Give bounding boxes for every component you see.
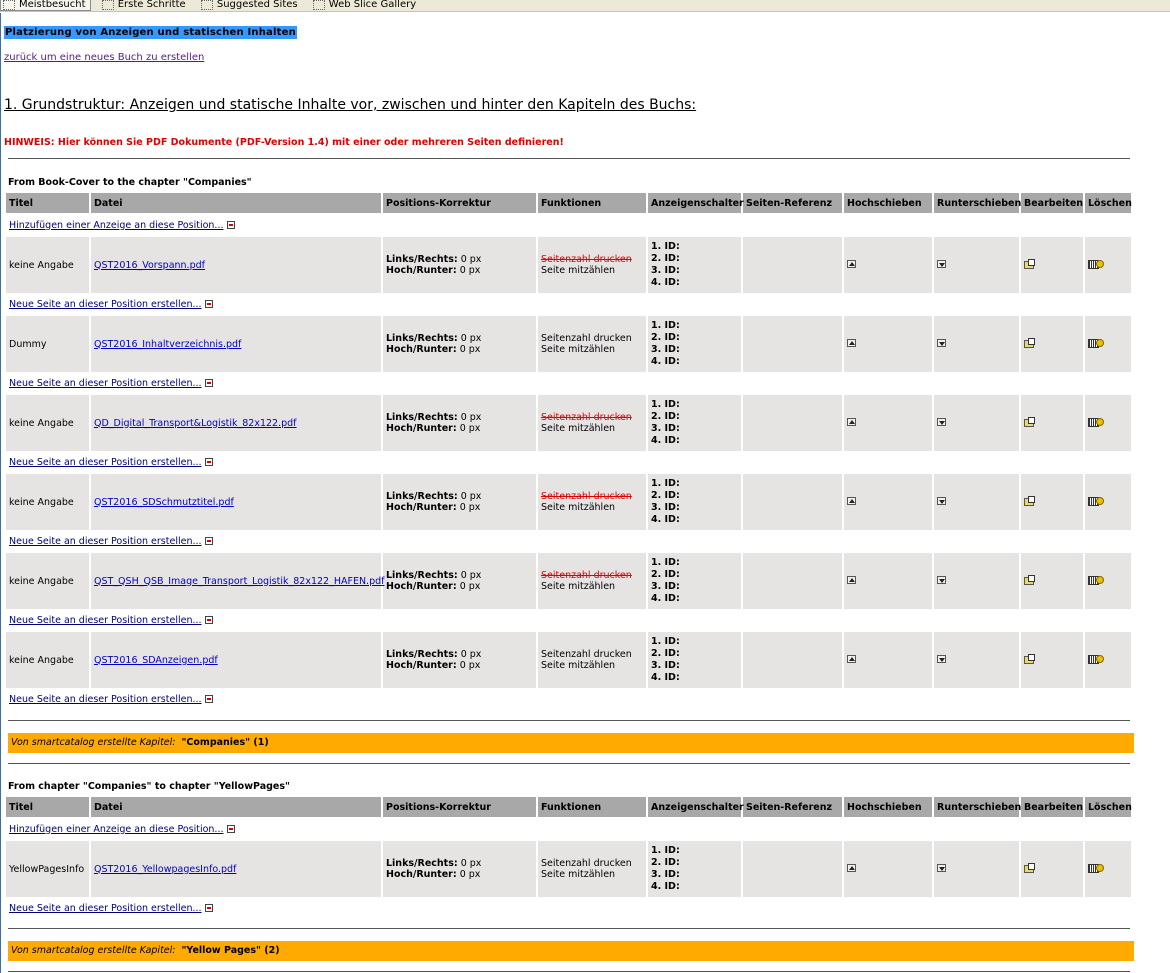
count-pages-toggle[interactable]: Seite mitzählen [541, 502, 616, 513]
cell-hochschieben [844, 632, 932, 688]
move-down-icon[interactable] [937, 655, 946, 663]
add-icon[interactable] [205, 904, 213, 912]
move-up-icon[interactable] [847, 864, 856, 872]
cell-position [383, 632, 536, 688]
edit-icon[interactable] [1024, 338, 1034, 347]
delete-icon[interactable] [1088, 654, 1103, 663]
cell-loeschen [1085, 237, 1131, 293]
move-up-icon[interactable] [847, 497, 856, 505]
group-title: From Book-Cover to the chapter "Companies" [8, 177, 252, 188]
cell-anzeigenschalter [648, 474, 741, 530]
cell-bearbeiten [1021, 395, 1083, 451]
column-header-positions-korrektur: Positions-Korrektur [383, 193, 536, 213]
hr-value: 0 px [459, 265, 481, 276]
page-icon [313, 0, 325, 10]
file-link[interactable]: QST2016_Inhaltverzeichnis.pdf [94, 338, 242, 350]
cell-titel: keine Angabe [6, 553, 89, 609]
cell-runterschieben [934, 237, 1019, 293]
new-page-link-row [6, 530, 1131, 553]
ad-id-4: 4. ID: [651, 593, 680, 604]
column-header-funktionen: Funktionen [538, 797, 646, 817]
add-icon[interactable] [205, 695, 213, 703]
action-cell [6, 817, 1131, 841]
cell-titel: YellowPagesInfo [6, 841, 89, 897]
column-header-hochschieben: Hochschieben [844, 193, 932, 213]
print-pages-toggle[interactable]: Seitenzahl drucken [541, 570, 632, 581]
new-page-link[interactable]: Neue Seite an dieser Position erstellen... [9, 378, 202, 389]
cell-loeschen [1085, 841, 1131, 897]
column-header-bearbeiten: Bearbeiten [1021, 193, 1083, 213]
action-cell [6, 451, 1131, 474]
new-page-link[interactable]: Neue Seite an dieser Position erstellen... [9, 903, 202, 914]
file-link[interactable]: QST2016_Vorspann.pdf [94, 259, 205, 271]
table-header-row [6, 797, 1131, 817]
cell-anzeigenschalter [648, 632, 741, 688]
cell-datei [91, 316, 381, 372]
cell-loeschen [1085, 632, 1131, 688]
cell-anzeigenschalter [648, 841, 741, 897]
hint-text: HINWEIS: Hier können Sie PDF Dokumente (PDF-Version 1.4) mit einer oder mehreren Seiten definieren! [4, 137, 564, 148]
cell-anzeigenschalter [648, 237, 741, 293]
cell-runterschieben [934, 632, 1019, 688]
cell-position [383, 841, 536, 897]
column-header-seiten-referenz: Seiten-Referenz [743, 193, 842, 213]
cell-runterschieben [934, 841, 1019, 897]
print-pages-toggle[interactable]: Seitenzahl drucken [541, 412, 632, 423]
cell-loeschen [1085, 316, 1131, 372]
ad-id-2: 2. ID: [651, 411, 680, 422]
favorite-web-slice-gallery[interactable]: Web Slice Gallery [311, 0, 420, 10]
count-pages-toggle[interactable]: Seite mitzählen [541, 869, 616, 880]
favorite-erste-schritte[interactable]: Erste Schritte [100, 0, 190, 10]
column-header-seiten-referenz: Seiten-Referenz [743, 797, 842, 817]
move-up-icon[interactable] [847, 655, 856, 663]
group-table [4, 193, 1133, 711]
lr-value: 0 px [460, 254, 482, 265]
new-page-link-row [6, 451, 1131, 474]
cell-anzeigenschalter [648, 316, 741, 372]
cell-bearbeiten [1021, 632, 1083, 688]
action-cell [6, 688, 1131, 711]
cell-funktionen [538, 632, 646, 688]
lr-label: Links/Rechts: [386, 333, 458, 344]
cell-seiten-referenz [743, 474, 842, 530]
cell-runterschieben [934, 553, 1019, 609]
cell-hochschieben [844, 316, 932, 372]
print-pages-toggle[interactable]: Seitenzahl drucken [541, 491, 632, 502]
hr-value: 0 px [459, 344, 481, 355]
cell-hochschieben [844, 395, 932, 451]
move-up-icon[interactable] [847, 576, 856, 584]
add-ad-link[interactable]: Hinzufügen einer Anzeige an diese Position... [9, 823, 224, 835]
cell-seiten-referenz [743, 395, 842, 451]
cell-hochschieben [844, 237, 932, 293]
new-page-link[interactable]: Neue Seite an dieser Position erstellen... [9, 615, 202, 626]
cell-seiten-referenz [743, 316, 842, 372]
lr-label: Links/Rechts: [386, 570, 458, 581]
lr-value: 0 px [460, 649, 482, 660]
cell-runterschieben [934, 316, 1019, 372]
cell-funktionen [538, 474, 646, 530]
ad-id-3: 3. ID: [651, 344, 680, 355]
edit-icon[interactable] [1024, 575, 1034, 584]
table-row [6, 395, 1131, 451]
print-pages-toggle[interactable]: Seitenzahl drucken [541, 858, 632, 869]
table-row [6, 237, 1131, 293]
hr-label: Hoch/Runter: [386, 869, 457, 880]
cell-hochschieben [844, 553, 932, 609]
ad-id-3: 3. ID: [651, 423, 680, 434]
cell-funktionen [538, 841, 646, 897]
chapter-bar [8, 733, 1134, 753]
file-link[interactable]: QST2016_SDAnzeigen.pdf [94, 654, 218, 666]
column-header-runterschieben: Runterschieben [934, 797, 1019, 817]
lr-label: Links/Rechts: [386, 412, 458, 423]
column-header-positions-korrektur: Positions-Korrektur [383, 797, 536, 817]
hr-label: Hoch/Runter: [386, 502, 457, 513]
ad-id-3: 3. ID: [651, 502, 680, 513]
table-row [6, 553, 1131, 609]
cell-funktionen [538, 395, 646, 451]
new-page-link-row [6, 372, 1131, 395]
chapter-prefix: Von smartcatalog erstellte Kapitel: [11, 945, 176, 956]
file-link[interactable]: QST2016_SDSchmutztitel.pdf [94, 496, 234, 508]
cell-titel: Dummy [6, 316, 89, 372]
back-link[interactable]: zurück um eine neues Buch zu erstellen [4, 52, 205, 63]
divider [8, 971, 1130, 972]
column-header-anzeigenschalter: Anzeigenschalter [648, 193, 741, 213]
file-link[interactable]: QD_Digital_Transport&Logistik_82x122.pdf [94, 417, 297, 429]
print-pages-toggle[interactable]: Seitenzahl drucken [541, 254, 632, 265]
chapter-name: "Yellow Pages" (2) [181, 945, 280, 956]
delete-icon[interactable] [1088, 496, 1103, 505]
cell-hochschieben [844, 841, 932, 897]
page-title: Platzierung von Anzeigen und statischen Inhalten [5, 27, 296, 38]
lr-value: 0 px [460, 333, 482, 344]
add-icon[interactable] [227, 825, 235, 833]
divider [8, 720, 1130, 721]
ad-id-3: 3. ID: [651, 265, 680, 276]
move-down-icon[interactable] [937, 497, 946, 505]
hr-label: Hoch/Runter: [386, 423, 457, 434]
group-table [4, 797, 1133, 920]
new-page-link-row [6, 293, 1131, 316]
ad-id-4: 4. ID: [651, 672, 680, 683]
file-link[interactable]: QST2016_YellowpagesInfo.pdf [94, 863, 237, 875]
group-title: From chapter "Companies" to chapter "YellowPages" [8, 781, 290, 792]
divider [8, 763, 1130, 764]
count-pages-toggle[interactable]: Seite mitzählen [541, 344, 616, 355]
column-header-hochschieben: Hochschieben [844, 797, 932, 817]
table-row [6, 474, 1131, 530]
count-pages-toggle[interactable]: Seite mitzählen [541, 265, 616, 276]
cell-titel: keine Angabe [6, 474, 89, 530]
ad-id-1: 1. ID: [651, 478, 680, 489]
ad-id-1: 1. ID: [651, 636, 680, 647]
add-icon[interactable] [205, 458, 213, 466]
move-down-icon[interactable] [937, 864, 946, 872]
delete-icon[interactable] [1088, 417, 1103, 426]
ad-id-3: 3. ID: [651, 869, 680, 880]
column-header-anzeigenschalter: Anzeigenschalter [648, 797, 741, 817]
lr-value: 0 px [460, 491, 482, 502]
favorite-suggested-sites[interactable]: Suggested Sites [199, 0, 302, 10]
ad-id-4: 4. ID: [651, 881, 680, 892]
cell-bearbeiten [1021, 237, 1083, 293]
add-icon[interactable] [205, 379, 213, 387]
action-cell [6, 213, 1131, 237]
table-row [6, 841, 1131, 897]
edit-icon[interactable] [1024, 654, 1034, 663]
lr-value: 0 px [460, 570, 482, 581]
count-pages-toggle[interactable]: Seite mitzählen [541, 423, 616, 434]
ad-id-3: 3. ID: [651, 660, 680, 671]
action-cell [6, 293, 1131, 316]
delete-icon[interactable] [1088, 863, 1103, 872]
count-pages-toggle[interactable]: Seite mitzählen [541, 581, 616, 592]
ad-id-4: 4. ID: [651, 514, 680, 525]
column-header-bearbeiten: Bearbeiten [1021, 797, 1083, 817]
cell-anzeigenschalter [648, 553, 741, 609]
page-icon [201, 0, 213, 10]
cell-loeschen [1085, 395, 1131, 451]
hr-value: 0 px [459, 581, 481, 592]
cell-bearbeiten [1021, 474, 1083, 530]
window-left-border [0, 13, 1, 973]
chapter-name: "Companies" (1) [181, 737, 269, 748]
edit-icon[interactable] [1024, 863, 1034, 872]
column-header-titel: Titel [6, 797, 89, 817]
move-down-icon[interactable] [937, 418, 946, 426]
move-up-icon[interactable] [847, 418, 856, 426]
edit-icon[interactable] [1024, 496, 1034, 505]
hr-label: Hoch/Runter: [386, 265, 457, 276]
add-ad-link[interactable]: Hinzufügen einer Anzeige an diese Position... [9, 219, 224, 231]
ad-id-1: 1. ID: [651, 845, 680, 856]
folder-icon [3, 0, 15, 10]
cell-datei [91, 237, 381, 293]
new-page-link[interactable]: Neue Seite an dieser Position erstellen... [9, 457, 202, 468]
cell-bearbeiten [1021, 316, 1083, 372]
column-header-loeschen: Löschen [1085, 193, 1131, 213]
lr-label: Links/Rechts: [386, 649, 458, 660]
lr-value: 0 px [460, 412, 482, 423]
new-page-link-row [6, 897, 1131, 920]
action-cell [6, 372, 1131, 395]
cell-position [383, 474, 536, 530]
divider [8, 158, 1130, 159]
chapter-prefix: Von smartcatalog erstellte Kapitel: [11, 737, 176, 748]
add-icon[interactable] [205, 616, 213, 624]
cell-datei [91, 474, 381, 530]
cell-datei [91, 553, 385, 609]
print-pages-toggle[interactable]: Seitenzahl drucken [541, 333, 632, 344]
move-down-icon[interactable] [937, 339, 946, 347]
page-icon [102, 0, 114, 10]
ad-id-1: 1. ID: [651, 320, 680, 331]
ad-id-2: 2. ID: [651, 490, 680, 501]
table-row [6, 632, 1131, 688]
cell-seiten-referenz [743, 237, 842, 293]
ad-id-2: 2. ID: [651, 569, 680, 580]
lr-value: 0 px [460, 858, 482, 869]
cell-seiten-referenz [743, 632, 842, 688]
cell-loeschen [1085, 474, 1131, 530]
column-header-runterschieben: Runterschieben [934, 193, 1019, 213]
ad-id-2: 2. ID: [651, 857, 680, 868]
edit-icon[interactable] [1024, 259, 1034, 268]
ad-id-1: 1. ID: [651, 557, 680, 568]
hr-value: 0 px [459, 869, 481, 880]
action-cell [6, 897, 1131, 920]
new-page-link[interactable]: Neue Seite an dieser Position erstellen... [9, 536, 202, 547]
lr-label: Links/Rechts: [386, 254, 458, 265]
cell-titel: keine Angabe [6, 237, 89, 293]
add-icon[interactable] [227, 221, 235, 229]
cell-bearbeiten [1021, 553, 1083, 609]
table-row [6, 316, 1131, 372]
new-page-link[interactable]: Neue Seite an dieser Position erstellen... [9, 299, 202, 310]
delete-icon[interactable] [1088, 259, 1103, 268]
move-up-icon[interactable] [847, 260, 856, 268]
cell-position [383, 237, 536, 293]
hr-value: 0 px [459, 423, 481, 434]
cell-position [383, 395, 536, 451]
ad-id-1: 1. ID: [651, 399, 680, 410]
hr-value: 0 px [459, 660, 481, 671]
move-down-icon[interactable] [937, 260, 946, 268]
cell-anzeigenschalter [648, 395, 741, 451]
column-header-titel: Titel [6, 193, 89, 213]
cell-position [383, 316, 536, 372]
cell-funktionen [538, 237, 646, 293]
section-heading: 1. Grundstruktur: Anzeigen und statische Inhalte vor, zwischen und hinter den Kapiteln des Buchs: [4, 97, 697, 113]
cell-bearbeiten [1021, 841, 1083, 897]
cell-funktionen [538, 316, 646, 372]
cell-datei [91, 841, 381, 897]
favorite-meistbesucht[interactable]: Meistbesucht [0, 0, 91, 11]
delete-icon[interactable] [1088, 575, 1103, 584]
action-cell [6, 609, 1131, 632]
ad-id-2: 2. ID: [651, 648, 680, 659]
cell-runterschieben [934, 474, 1019, 530]
column-header-funktionen: Funktionen [538, 193, 646, 213]
hr-label: Hoch/Runter: [386, 660, 457, 671]
chapter-bar [8, 941, 1134, 961]
lr-label: Links/Rechts: [386, 858, 458, 869]
new-page-link[interactable]: Neue Seite an dieser Position erstellen... [9, 694, 202, 705]
hr-label: Hoch/Runter: [386, 344, 457, 355]
count-pages-toggle[interactable]: Seite mitzählen [541, 660, 616, 671]
column-header-datei: Datei [91, 797, 381, 817]
new-page-link-row [6, 688, 1131, 711]
cell-titel: keine Angabe [6, 395, 89, 451]
move-up-icon[interactable] [847, 339, 856, 347]
column-header-datei: Datei [91, 193, 381, 213]
delete-icon[interactable] [1088, 338, 1103, 347]
ad-id-4: 4. ID: [651, 356, 680, 367]
new-page-link-row [6, 609, 1131, 632]
hr-value: 0 px [459, 502, 481, 513]
cell-position [383, 553, 536, 609]
divider [8, 928, 1130, 929]
cell-hochschieben [844, 474, 932, 530]
cell-titel: keine Angabe [6, 632, 89, 688]
table-header-row [6, 193, 1131, 213]
ad-id-4: 4. ID: [651, 277, 680, 288]
add-ad-link-row [6, 817, 1131, 841]
lr-label: Links/Rechts: [386, 491, 458, 502]
print-pages-toggle[interactable]: Seitenzahl drucken [541, 649, 632, 660]
ad-id-2: 2. ID: [651, 332, 680, 343]
cell-funktionen [538, 553, 646, 609]
cell-loeschen [1085, 553, 1131, 609]
ad-id-2: 2. ID: [651, 253, 680, 264]
ad-id-1: 1. ID: [651, 241, 680, 252]
add-ad-link-row [6, 213, 1131, 237]
cell-seiten-referenz [743, 553, 842, 609]
cell-datei [91, 632, 381, 688]
cell-runterschieben [934, 395, 1019, 451]
edit-icon[interactable] [1024, 417, 1034, 426]
move-down-icon[interactable] [937, 576, 946, 584]
add-icon[interactable] [205, 300, 213, 308]
add-icon[interactable] [205, 537, 213, 545]
column-header-loeschen: Löschen [1085, 797, 1131, 817]
action-cell [6, 530, 1131, 553]
ad-id-4: 4. ID: [651, 435, 680, 446]
hr-label: Hoch/Runter: [386, 581, 457, 592]
file-link[interactable]: QST_QSH_QSB_Image_Transport_Logistik_82x122_HAFEN.pdf [94, 575, 385, 587]
cell-datei [91, 395, 381, 451]
favorites-bar [0, 0, 1170, 12]
cell-seiten-referenz [743, 841, 842, 897]
ad-id-3: 3. ID: [651, 581, 680, 592]
